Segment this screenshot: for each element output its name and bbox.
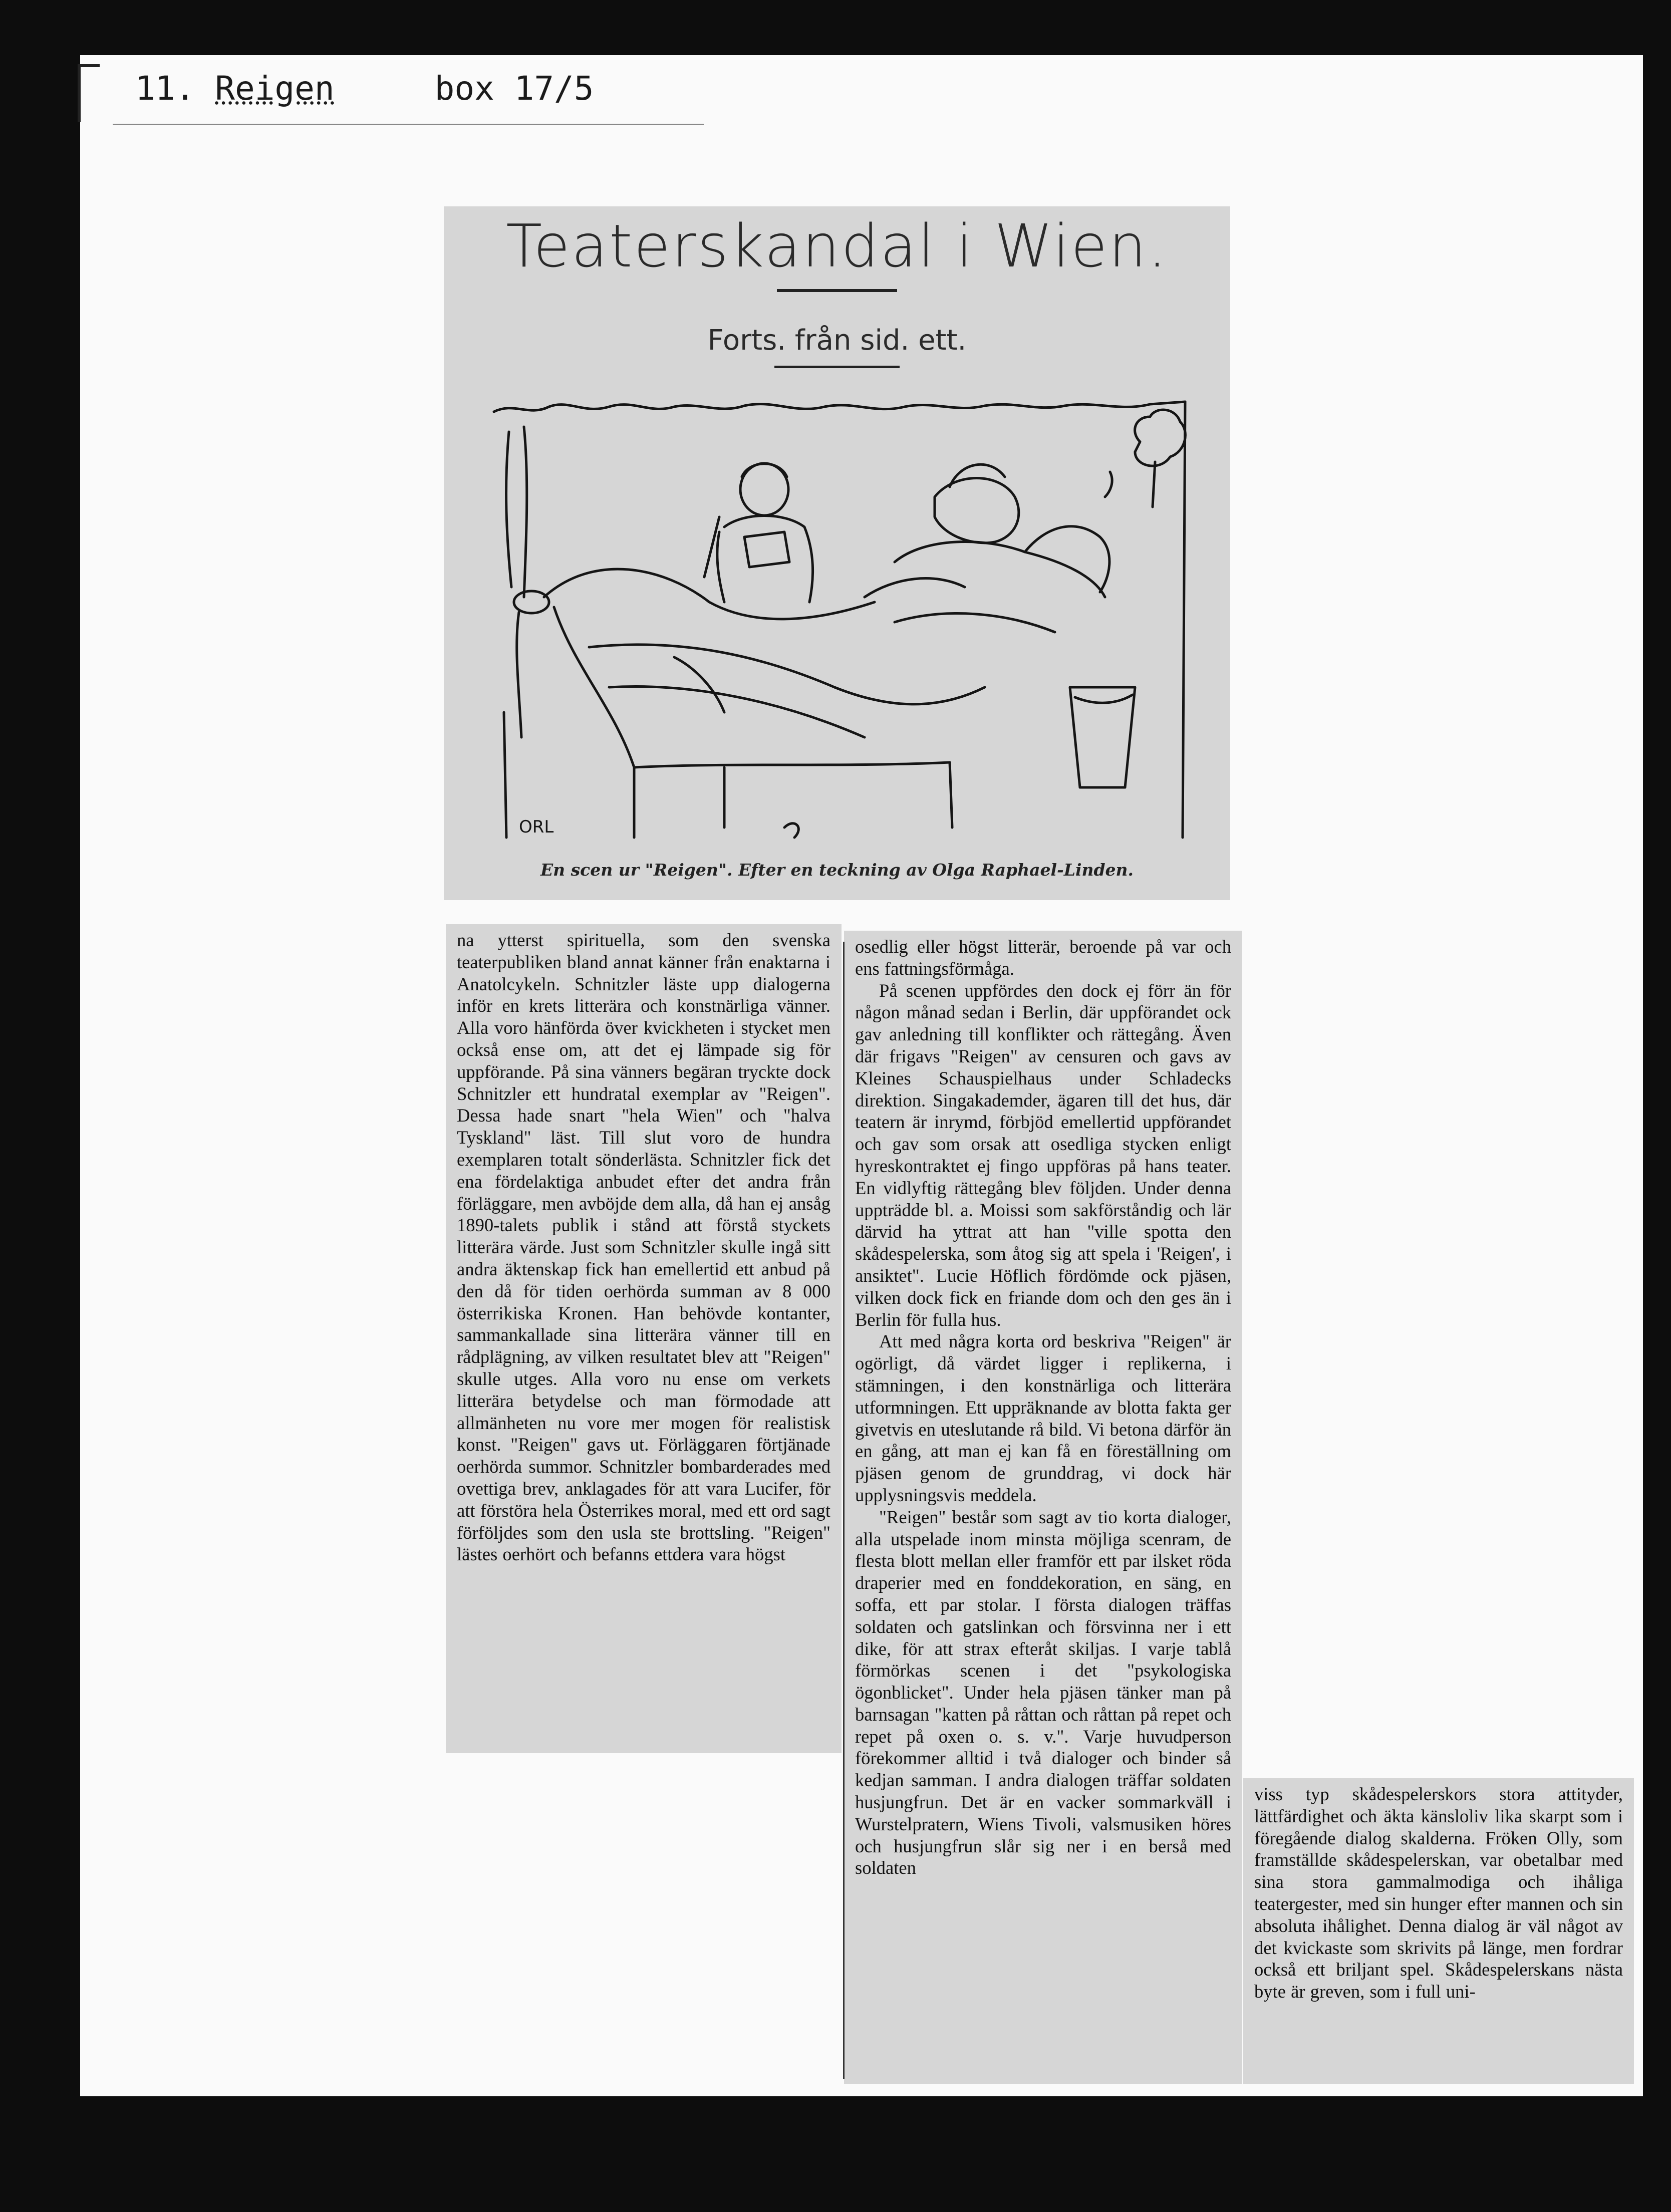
item-number: 11.: [135, 69, 195, 108]
column-2-paragraph: På scenen uppfördes den dock ej förr än för någon månad sedan i Berlin, där uppförandet ock gav anledning till konflikter och rättegång. Även där frigavs "Reigen" av censuren och gavs av Kleines Schauspielhaus under Schladecks direktion. Singakademder, ägaren till det hus, där teatern är inrymd, förbjöd emellertid uppförandet och gav som orsak att osedliga stycken enligt hyreskontraktet ej fingo uppföras på hans teater. En vidlyftig rättegång blev följden. Under denna uppträdde bl. a. Moissi som sakförståndig och lär därvid ha yttrat att han "ville spotta den skådespelerska, som åtog sig att spela i 'Reigen', i ansiktet". Lucie Höflich fördömde ock pjäsen, vilken dock fick en friande dom och den ges än i Berlin för fulla hus.: [855, 980, 1231, 1330]
corner-mark: [78, 64, 100, 122]
subhead-rule: [774, 366, 900, 368]
column-2-paragraph: Att med några korta ord beskriva "Reigen" är ogörligt, då värdet ligger i replikerna, i stämningen, i den konstnärliga och litterära utformningen. Ett uppräknande av blotta fakta ger givetvis en uteslutande rå bild. Vi betona därför än en gång, att man ej kan få en föreställning om pjäsen genom de grunddrag, vi dock här upplysningsvis meddela.: [855, 1331, 1231, 1505]
column-2-paragraph: osedlig eller högst litterär, beroende på var och ens fattningsförmåga.: [855, 936, 1231, 979]
box-number: box 17/5: [434, 69, 594, 108]
clipping-column-3: [1243, 1778, 1634, 2084]
subheadline: Forts. från sid. ett.: [707, 324, 967, 357]
illustration-caption: En scen ur "Reigen". Efter en teckning av Olga Raphael-Linden.: [540, 860, 1134, 880]
clipping-column-2: [844, 931, 1242, 2084]
headline-rule: [777, 289, 897, 292]
illustration-signature: ORL: [519, 817, 554, 837]
clipping-header: [444, 206, 1230, 900]
archive-title: Reigen: [215, 69, 335, 108]
archive-label: [113, 53, 704, 125]
column-rule: [843, 942, 845, 2079]
article-column-2: [844, 931, 1242, 1879]
article-column-1: [446, 924, 842, 1565]
illustration-sketch: [484, 387, 1205, 868]
column-1-paragraph: na ytterst spirituella, som den svenska teaterpubliken bland annat känner från enaktarna i Anatolcykeln. Schnitzler läste upp dialogerna inför en krets litterära och konstnärliga vänner. Alla voro hänförda över kvickheten i stycket men också ense om, att det ej lämpade sig för uppförande. På sina vänners begäran tryckte dock Schnitzler ett hundratal exemplar av "Reigen". Dessa hade snart "hela Wien" och "halva Tyskland" läst. Till slut voro de hundra exemplaren totalt sönderlästa. Schnitzler fick det ena fördelaktiga anbudet efter det andra från förläggare, men avböjde dem alla, då han ej ansåg 1890-talets publik i stånd att förstå styckets litterära värde. Just som Schnitzler skulle ingå sitt andra äktenskap fick han emellertid ett anbud på den då för tiden oerhörda summan av 8 000 österrikiska Kronen. Han behövde kontanter, sammankallade sina litterära vänner till en rådplägning, av vilken resultatet blev att "Reigen" skulle utges. Alla voro nu ense om verkets litterära betydelse och man förmodade att allmänheten nu vore mer mogen för realistisk konst. "Reigen" gavs ut. Förläggaren förtjänade oerhörda summor. Schnitzler bombarderades med ovettiga brev, anklagades för att vara Lucifer, för att förstöra hela Österrikes moral, med ett ord sagt förföljdes som den usla ste brottsling. "Reigen" lästes oerhört och befanns ettdera vara högst: [457, 930, 830, 1565]
headline: Teaterskandal i Wien.: [506, 211, 1168, 281]
article-column-3: [1243, 1778, 1634, 2003]
column-3-paragraph: viss typ skådespelerskors stora attityder, lättfärdighet och äkta känsloliv lika skarpt som i föregående dialog skalderna. Fröken Olly, som framställde skådespelerskan, var obetalbar med sina stora gammalmodiga och ihåliga teatergester, med sin hunger efter mannen och sin absoluta ihålighet. Denna dialog är väl något av det kvickaste som skrivits på länge, men fordrar också ett briljant spel. Skådespelerskans nästa byte är greven, som i full uni-: [1254, 1784, 1623, 2002]
column-2-paragraph: "Reigen" består som sagt av tio korta dialoger, alla utspelade inom minsta möjliga scenram, de flesta blott mellan eller framför ett par ilsket röda draperier med en fonddekoration, en säng, en soffa, ett par stolar. I första dialogen träffas soldaten och gatslinkan och försvinna ner i ett dike, för att strax efteråt skiljas. I varje tablå förmörkas scenen i det "psykologiska ögonblicket". Under hela pjäsen tänker man på barnsagan "katten på råttan och råttan på repet och repet på oxen o. s. v.". Varje huvudperson förekommer alltid i två dialoger och binder så kedjan samman. I andra dialogen träffar soldaten husjungfrun. Det är en vacker sommarkväll i Wurstelpratern, Wiens Tivoli, valsmusiken höres och husjungfrun slår sig ner i en berså med soldaten: [855, 1506, 1231, 1878]
clipping-column-1: [446, 924, 842, 1753]
